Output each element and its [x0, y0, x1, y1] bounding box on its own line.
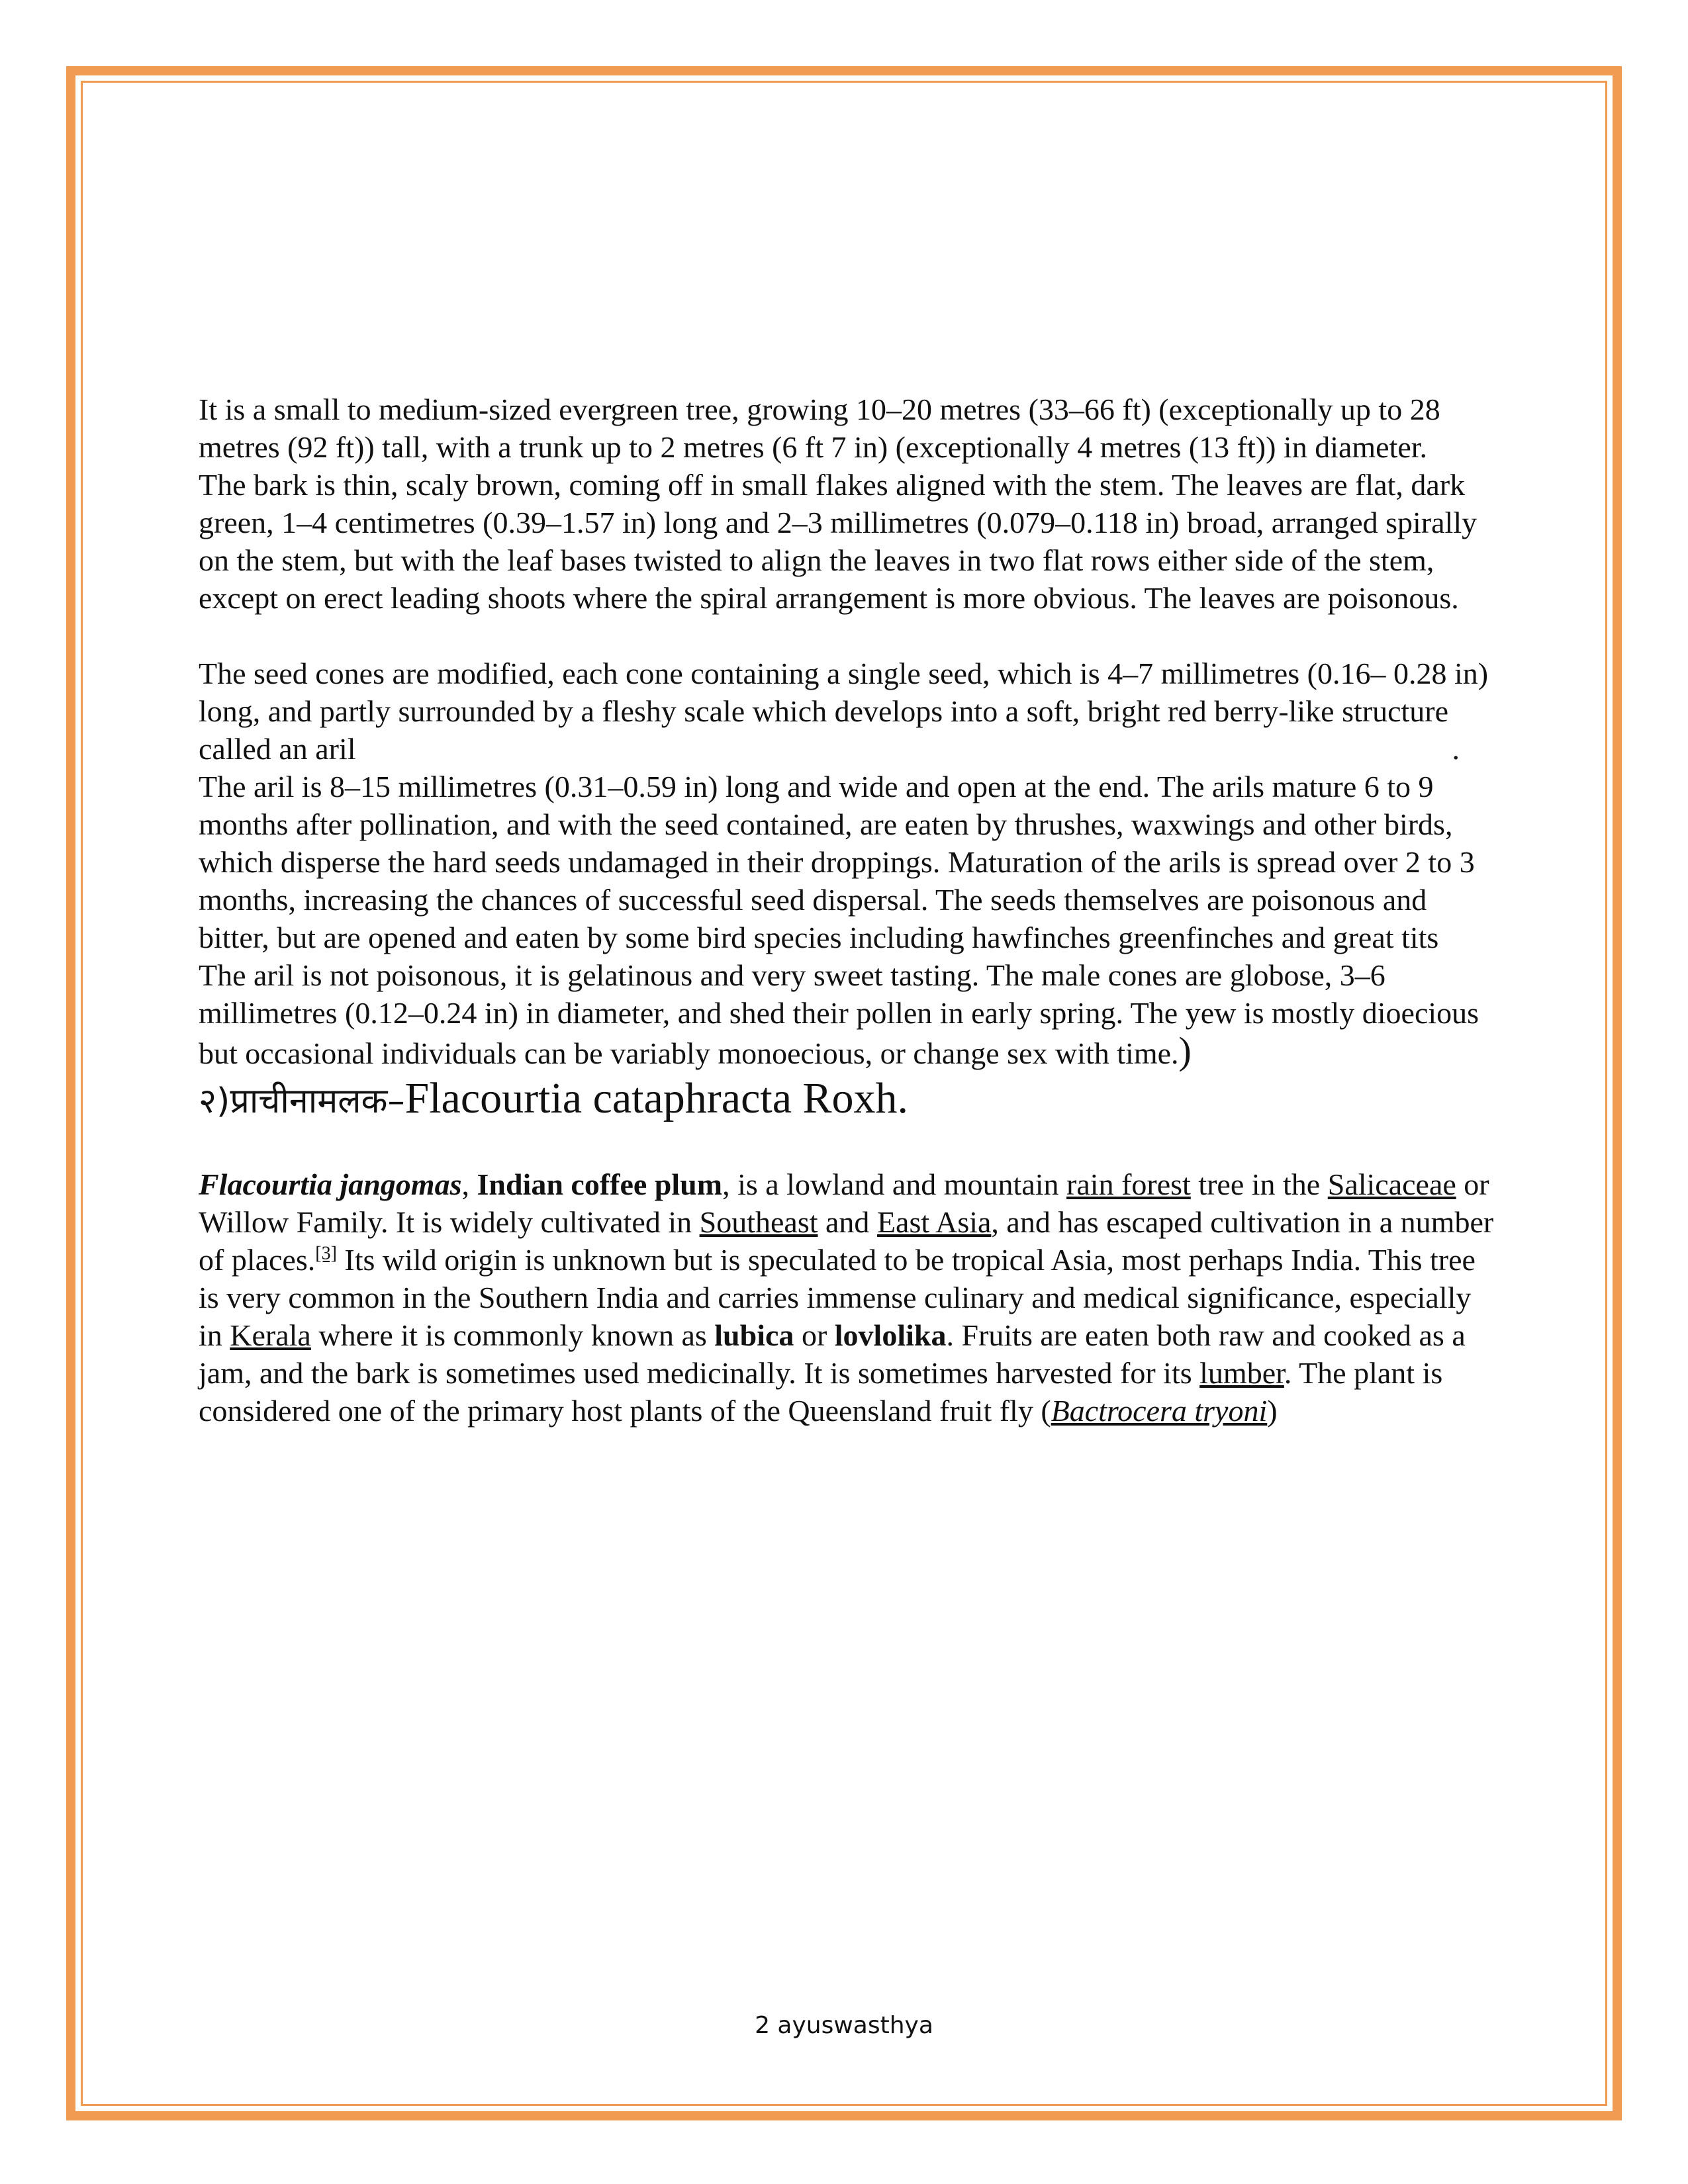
paragraph-seed-cones	[199, 655, 1496, 768]
section-heading	[199, 1072, 1496, 1128]
text-run: and	[818, 1205, 877, 1239]
text-run: Its wild origin is unknown but is speculated to be tropical Asia, most perhaps India. This tree is very common in the Southern India and carries immense culinary and medical significance, especially in	[199, 1243, 1476, 1352]
link-bactrocera-text: Bactrocera tryoni	[1051, 1394, 1268, 1428]
paragraph-gap	[199, 1128, 1496, 1165]
text-run: where it is commonly known as	[310, 1318, 715, 1352]
species-name: Flacourtia jangomas	[199, 1167, 462, 1201]
text-run: )	[1267, 1394, 1278, 1428]
link-lumber[interactable]: lumber	[1199, 1356, 1284, 1390]
text-run: . The plant is considered one of the primary host plants of the Queensland fruit fly (	[199, 1356, 1443, 1428]
closing-paren: )	[1178, 1029, 1192, 1072]
heading-latin: Flacourtia cataphracta Roxh.	[404, 1074, 909, 1122]
paragraph-aril-maturation: The aril is 8–15 millimetres (0.31–0.59 in) long and wide and open at the end. The arils mature 6 to 9 months after pollination, and with the seed contained, are eaten by thrushes, waxwings and other birds, which disperse the hard seeds undamaged in their droppings. Maturation of the arils is spread over 2 to 3 months, increasing the chances of successful seed dispersal. The seeds themselves are poisonous and bitter, but are opened and eaten by some bird species including hawfinches greenfinches and great tits	[199, 770, 1475, 954]
text-run: tree in the	[1190, 1167, 1328, 1201]
link-bactrocera-tryoni[interactable]	[1051, 1394, 1268, 1428]
text-run: . Fruits are eaten both raw and cooked as a jam, and the bark is sometimes used medicinally. It is sometimes harvested for its	[199, 1318, 1466, 1390]
seed-cones-text: The seed cones are modified, each cone containing a single seed, which is 4–7 millimetres (0.16– 0.28 in) long, and partly surrounded by a fleshy scale which develops into a soft, bright red berry-like structure called an aril	[199, 657, 1489, 766]
text-run: or	[794, 1318, 835, 1352]
heading-devanagari: २)प्राचीनामलक–	[199, 1081, 405, 1121]
link-southeast[interactable]: Southeast	[699, 1205, 818, 1239]
paragraph-gap	[199, 617, 1496, 655]
term-lovlolika: lovlolika	[834, 1318, 947, 1352]
link-east-asia[interactable]: East Asia	[876, 1205, 992, 1239]
text-run: , and has escaped cultivation in a number of places.	[199, 1205, 1494, 1277]
aril-cones-text: The aril is not poisonous, it is gelatinous and very sweet tasting. The male cones are globose, 3–6 millimetres (0.12–0.24 in) in diameter, and shed their pollen in early spring. The yew is mostly dioecious but occasional individuals can be variably monoecious, or change sex with time.	[199, 958, 1479, 1070]
term-lubica: lubica	[714, 1318, 794, 1352]
text-run: ,	[461, 1167, 477, 1201]
paragraph-tree-size: It is a small to medium-sized evergreen tree, growing 10–20 metres (33–66 ft) (exceptionally up to 28 metres (92 ft)) tall, with a trunk up to 2 metres (6 ft 7 in) (exceptionally 4 metres (13 ft)) in diameter.	[199, 392, 1440, 464]
link-salicaceae[interactable]: Salicaceae	[1327, 1167, 1456, 1201]
text-run: or Willow Family. It is widely cultivated in	[199, 1167, 1489, 1239]
paragraph-aril-cones	[199, 956, 1496, 1072]
seed-cones-dot: .	[1452, 732, 1460, 766]
text-run: , is a lowland and mountain	[722, 1167, 1067, 1201]
reference-3[interactable]: [3]	[315, 1243, 337, 1264]
paragraph-flacourtia	[199, 1165, 1496, 1430]
paragraph-bark-leaves: The bark is thin, scaly brown, coming off in small flakes aligned with the stem. The leaves are flat, dark green, 1–4 centimetres (0.39–1.57 in) long and 2–3 millimetres (0.079–0.118 in) broad, arranged spirally on the stem, but with the leaf bases twisted to align the leaves in two flat rows either side of the stem, except on erect leading shoots where the spiral arrangement is more obvious. The leaves are poisonous.	[199, 468, 1477, 615]
page-footer: 2 ayuswasthya	[755, 2012, 933, 2039]
document-body	[199, 390, 1496, 1430]
link-kerala[interactable]: Kerala	[230, 1318, 311, 1352]
common-name: Indian coffee plum	[477, 1167, 723, 1201]
link-rain-forest[interactable]: rain forest	[1066, 1167, 1191, 1201]
